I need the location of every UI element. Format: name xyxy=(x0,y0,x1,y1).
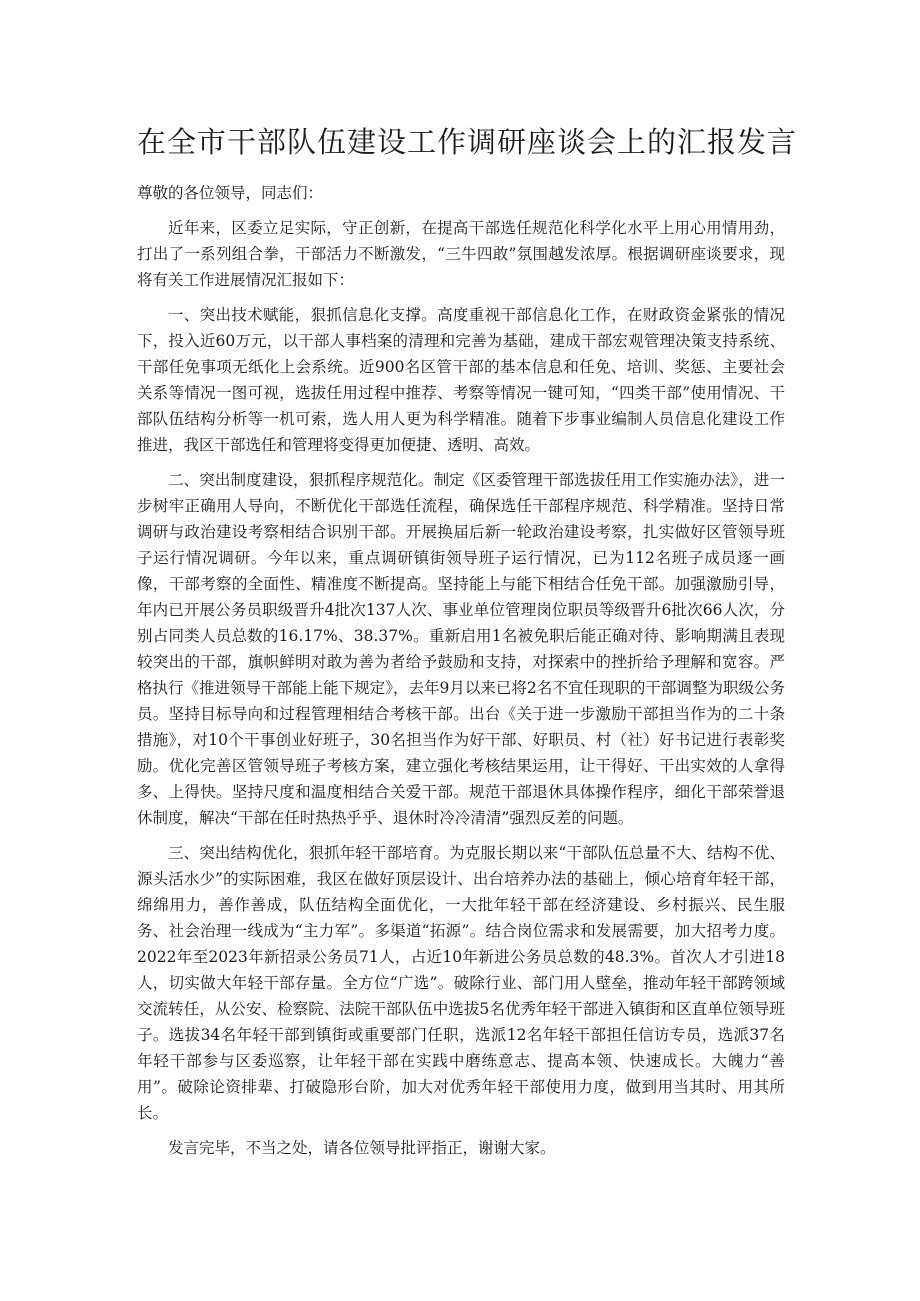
paragraph-section-2: 二、突出制度建设，狠抓程序规范化。制定《区委管理干部选拔任用工作实施办法》，进一步树牢正确用人导向，不断优化干部选任流程，确保选任干部程序规范、科学精准。坚持日常调研与政治建设考察相结合识别干部。开展换届后新一轮政治建设考察，扎实做好区管领导班子运行情况调研。今年以来，重点调研镇街领导班子运行情况，已为112名班子成员逐一画像，干部考察的全面性、精准度不断提高。坚持能上与能下相结合任免干部。加强激励引导，年内已开展公务员职级晋升4批次137人次、事业单位管理岗位职员等级晋升6批次66人次，分别占同类人员总数的16.17%、38.37%。重新启用1名被免职后能正确对待、影响期满且表现较突出的干部，旗帜鲜明对敢为善为者给予鼓励和支持，对探索中的挫折给予理解和宽容。严格执行《推进领导干部能上能下规定》，去年9月以来已将2名不宜任现职的干部调整为职级公务员。坚持目标导向和过程管理相结合考核干部。出台《关于进一步激励干部担当作为的二十条措施》，对10个干事创业好班子，30名担当作为好干部、好职员、村（社）好书记进行表彰奖励。优化完善区管领导班子考核方案，建立强化考核结果运用，让干得好、干出实效的人拿得多、上得快。坚持尺度和温度相结合关爱干部。规范干部退休具体操作程序，细化干部荣誉退休制度，解决“干部在任时热热乎乎、退休时冷冷清清”强烈反差的问题。 xyxy=(137,471,785,827)
paragraph-section-3: 三、突出结构优化，狠抓年轻干部培育。为克服长期以来“干部队伍总量不大、结构不优、源头活水少”的实际困难，我区在做好顶层设计、出台培养办法的基础上，倾心培育年轻干部，绵绵用力，善作善成，队伍结构全面优化，一大批年轻干部在经济建设、乡村振兴、民生服务、社会治理一线成为“主力军”。多渠道“拓源”。结合岗位需求和发展需要，加大招考力度。2022年至2023年新招录公务员71人，占近10年新进公务员总数的48.3%。首次人才引进18人，切实做大年轻干部存量。全方位“广选”。破除行业、部门用人壁垒，推动年轻干部跨领域交流转任，从公安、检察院、法院干部队伍中选拔5名优秀年轻干部进入镇街和区直单位领导班子。选拔34名年轻干部到镇街或重要部门任职，选派12名年轻干部担任信访专员，选派37名年轻干部参与区委巡察，让年轻干部在实践中磨练意志、提高本领、快速成长。大魄力“善用”。破除论资排辈、打破隐形台阶，加大对优秀年轻干部使用力度，做到用当其时、用其所长。 xyxy=(137,844,785,1122)
paragraph-section-1: 一、突出技术赋能，狠抓信息化支撑。高度重视干部信息化工作，在财政资金紧张的情况下，投入近60万元，以干部人事档案的清理和完善为基础，建成干部宏观管理决策支持系统、干部任免事项无纸化上会系统。近900名区管干部的基本信息和任免、培训、奖惩、主要社会关系等情况一图可视，选拔任用过程中推荐、考察等情况一键可知，“四类干部”使用情况、干部队伍结构分析等一机可索，选人用人更为科学精准。随着下步事业编制人员信息化建设工作推进，我区干部选任和管理将变得更加便捷、透明、高效。 xyxy=(137,306,785,454)
document-title: 在全市干部队伍建设工作调研座谈会上的汇报发言 xyxy=(137,125,798,159)
salutation: 尊敬的各位领导，同志们： xyxy=(137,184,324,202)
paragraph-closing: 发言完毕，不当之处，请各位领导批评指正，谢谢大家。 xyxy=(168,1139,556,1157)
paragraph-intro: 近年来，区委立足实际，守正创新，在提高干部选任规范化科学化水平上用心用情用劲，打出了一系列组合拳，干部活力不断激发，“三牛四敢”氛围越发浓厚。根据调研座谈要求，现将有关工作进展情况汇报如下： xyxy=(137,219,785,289)
document-page xyxy=(137,120,798,1170)
